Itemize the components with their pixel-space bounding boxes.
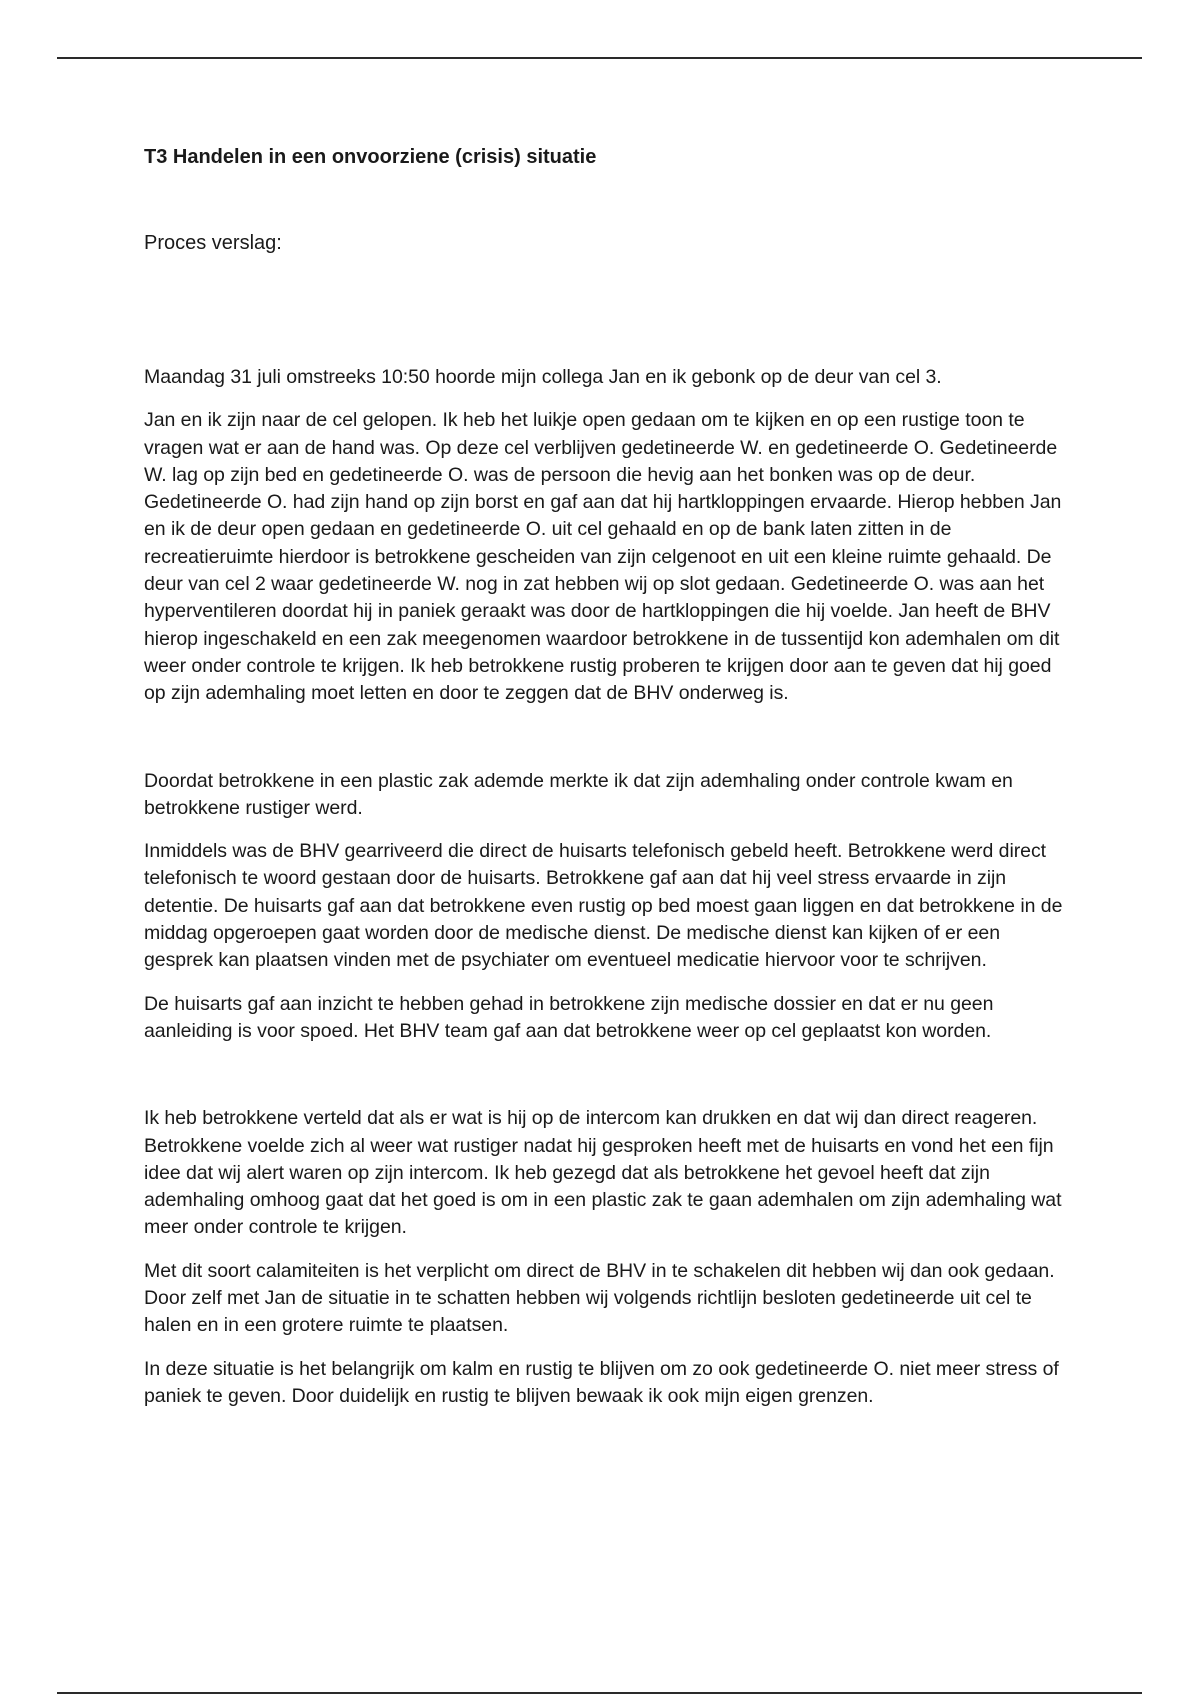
document-title: T3 Handelen in een onvoorziene (crisis) situatie [144,146,597,168]
document-subtitle: Proces verslag: [144,232,282,254]
paragraph: Maandag 31 juli omstreeks 10:50 hoorde mijn collega Jan en ik gebonk op de deur van cel 3. [144,366,942,388]
report-paragraphs [144,364,1064,1410]
paragraph: Jan en ik zijn naar de cel gelopen. Ik heb het luikje open gedaan om te kijken en op een rustige toon te vragen wat er aan de hand was. Op deze cel verblijven gedetineerde W. en gedetineerde O. Gedetineerde W. lag op zijn bed en gedetineerde O. was de persoon die hevig aan het bonken was op de deur. Gedetineerde O. had zijn hand op zijn borst en gaf aan dat hij hartkloppingen ervaarde. Hierop hebben Jan en ik de deur open gedaan en gedetineerde O. uit cel gehaald en op de bank laten zitten in de recreatieruimte hierdoor is betrokkene gescheiden van zijn celgenoot en uit een kleine ruimte gehaald. De deur van cel 2 waar gedetineerde W. nog in zat hebben wij op slot gedaan. Gedetineerde O. was aan het hyperventileren doordat hij in paniek geraakt was door de hartkloppingen die hij voelde. Jan heeft de BHV hierop ingeschakeld en een zak meegenomen waardoor betrokkene in de tussentijd kon ademhalen om dit weer onder controle te krijgen. Ik heb betrokkene rustig proberen te krijgen door aan te geven dat hij goed op zijn ademhaling moet letten en door te zeggen dat de BHV onderweg is. [144,409,1062,705]
paragraph: Doordat betrokkene in een plastic zak ademde merkte ik dat zijn ademhaling onder controle kwam en betrokkene rustiger werd. [144,769,1013,819]
document-body [144,145,1064,1410]
paragraph: De huisarts gaf aan inzicht te hebben gehad in betrokkene zijn medische dossier en dat er nu geen aanleiding is voor spoed. Het BHV team gaf aan dat betrokkene weer op cel geplaatst kon worden. [144,992,994,1042]
paragraph: Met dit soort calamiteiten is het verplicht om direct de BHV in te schakelen dit hebben wij dan ook gedaan. Door zelf met Jan de situatie in te schatten hebben wij volgends richtlijn besloten gedetineerde uit cel te halen en in een grotere ruimte te plaatsen. [144,1259,1055,1337]
paragraph: In deze situatie is het belangrijk om kalm en rustig te blijven om zo ook gedetineerde O. niet meer stress of paniek te geven. Door duidelijk en rustig te blijven bewaak ik ook mijn eigen grenzen. [144,1357,1059,1407]
paragraph: Ik heb betrokkene verteld dat als er wat is hij op de intercom kan drukken en dat wij dan direct reageren. Betrokkene voelde zich al weer wat rustiger nadat hij gesproken heeft met de huisarts en vond het een fijn idee dat wij alert waren op zijn intercom. Ik heb gezegd dat als betrokkene het gevoel heeft dat zijn ademhaling omhoog gaat dat het goed is om in een plastic zak te gaan ademhalen om zijn ademhaling wat meer onder controle te krijgen. [144,1107,1062,1239]
top-divider [57,57,1142,59]
paragraph: Inmiddels was de BHV gearriveerd die direct de huisarts telefonisch gebeld heeft. Betrokkene werd direct telefonisch te woord gestaan door de huisarts. Betrokkene gaf aan dat hij veel stress ervaarde in zijn detentie. De huisarts gaf aan dat betrokkene even rustig op bed moest gaan liggen en dat betrokkene in de middag opgeroepen gaat worden door de medische dienst. De medische dienst kan kijken of er een gesprek kan plaatsen vinden met de psychiater om eventueel medicatie hiervoor voor te schrijven. [144,840,1063,972]
bottom-divider [57,1692,1142,1694]
